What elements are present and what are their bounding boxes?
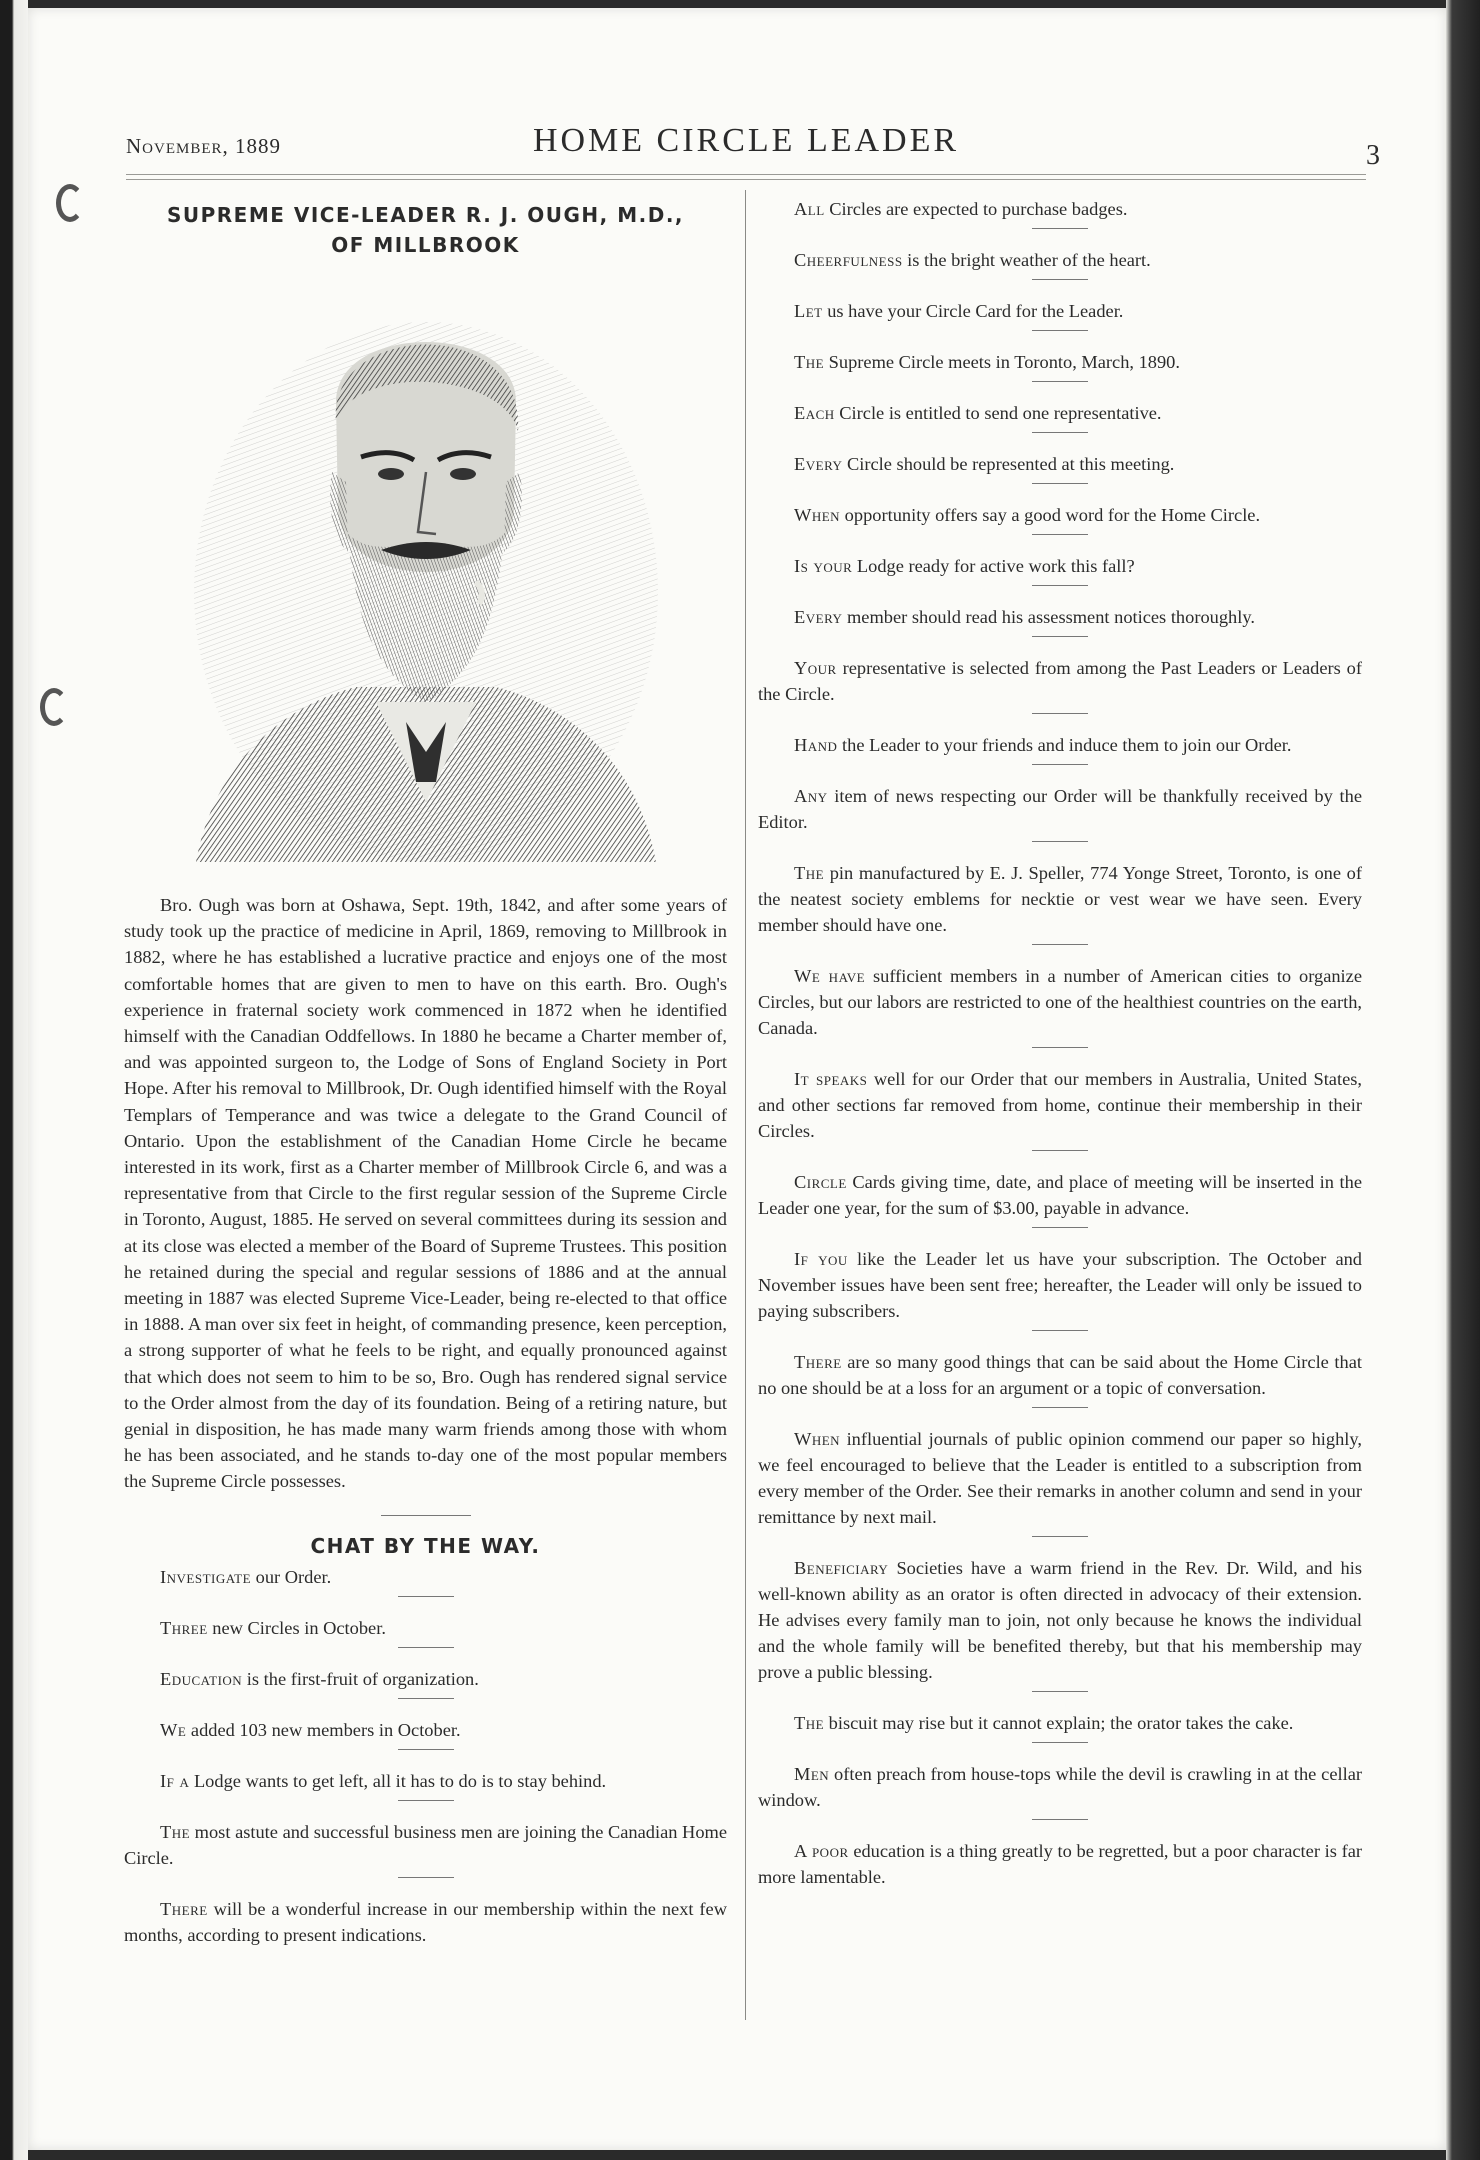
chat-item-text: Cards giving time, date, and place of meeting will be inserted in the Leader one year, for the sum of $3.00, payable in advance. bbox=[758, 1172, 1362, 1218]
item-separator bbox=[1032, 1227, 1088, 1228]
chat-item-lead: Education bbox=[160, 1668, 243, 1689]
item-separator bbox=[1032, 1742, 1088, 1743]
item-separator bbox=[1032, 636, 1088, 637]
chat-item-lead: Every bbox=[794, 454, 843, 474]
chat-item bbox=[124, 1666, 727, 1692]
item-separator bbox=[1032, 330, 1088, 331]
chat-item-text: member should read his assessment notices thoroughly. bbox=[842, 607, 1255, 627]
chat-item-lead: When bbox=[794, 505, 841, 525]
chat-item-text: Societies have a warm friend in the Rev. Dr. Wild, and his well-known ability as an orator is often directed in advocacy of their extension. He advises every family man to join, not only because he knows the individual and the whole family will be benefited thereby, but that his membership may prove a public blessing. bbox=[758, 1558, 1362, 1682]
chat-item bbox=[758, 604, 1362, 630]
page-header bbox=[126, 122, 1380, 178]
chat-item-text: Supreme Circle meets in Toronto, March, 1890. bbox=[824, 352, 1180, 372]
chat-item bbox=[758, 655, 1362, 707]
header-rule bbox=[126, 174, 1366, 175]
chat-item-lead: Your bbox=[794, 658, 837, 678]
chat-item bbox=[758, 400, 1362, 426]
chat-item-text: Lodge wants to get left, all it has to do is to stay behind. bbox=[189, 1770, 607, 1791]
chat-item bbox=[758, 1761, 1362, 1813]
chat-item bbox=[758, 1169, 1362, 1221]
scan-left-edge bbox=[0, 0, 28, 2160]
chat-item-lead: When bbox=[794, 1429, 841, 1449]
item-separator bbox=[1032, 534, 1088, 535]
chat-item-text: are so many good things that can be said about the Home Circle that no one should be at a loss for an argument or a topic of conversation. bbox=[758, 1352, 1362, 1398]
chat-item bbox=[758, 1066, 1362, 1144]
portrait-engraving bbox=[186, 282, 666, 862]
scan-right-edge bbox=[1446, 0, 1480, 2160]
chat-item-lead: Let bbox=[794, 301, 823, 321]
chat-items-right bbox=[758, 196, 1362, 1890]
chat-item-lead: We have bbox=[794, 966, 866, 986]
item-separator bbox=[1032, 381, 1088, 382]
chat-item-lead: The bbox=[794, 1713, 825, 1733]
chat-item-text: Circle should be represented at this meeting. bbox=[842, 454, 1175, 474]
item-separator bbox=[1032, 1150, 1088, 1151]
chat-item bbox=[758, 1710, 1362, 1736]
chat-item bbox=[758, 1555, 1362, 1685]
chat-item-text: Lodge ready for active work this fall? bbox=[852, 556, 1135, 576]
chat-item-lead: If a bbox=[160, 1770, 190, 1791]
chat-item-lead: Cheerfulness bbox=[794, 250, 903, 270]
chat-item bbox=[124, 1564, 727, 1590]
chat-item bbox=[124, 1896, 727, 1948]
chat-item-lead: The bbox=[794, 352, 825, 372]
header-rule bbox=[126, 179, 1366, 180]
chat-item-lead: Investigate bbox=[160, 1566, 252, 1587]
page-number: 3 bbox=[1366, 140, 1380, 171]
issue-date: November, 1889 bbox=[126, 134, 282, 158]
item-separator bbox=[1032, 713, 1088, 714]
chat-item-text: added 103 new members in October. bbox=[186, 1719, 461, 1740]
right-column bbox=[758, 196, 1362, 1890]
chat-item bbox=[758, 1246, 1362, 1324]
item-separator bbox=[1032, 1407, 1088, 1408]
item-separator bbox=[398, 1647, 454, 1648]
chat-item-lead: There bbox=[794, 1352, 842, 1372]
item-separator bbox=[1032, 1047, 1088, 1048]
chat-item bbox=[758, 963, 1362, 1041]
chat-item bbox=[758, 553, 1362, 579]
article-body: Bro. Ough was born at Oshawa, Sept. 19th, 1842, and after some years of study took up the practice of medicine in April, 1869, removing to Millbrook in 1882, where he has established a lucrative practice and enjoys one of the most comfortable homes that are given to men to have on this earth. Bro. Ough's experience in fraternal society work commenced in 1872 when he identified himself with the Canadian Oddfellows. In 1880 he became a Charter member of, and was appointed surgeon to, the Lodge of Sons of England Society in Port Hope. After his removal to Millbrook, Dr. Ough identified himself with the Royal Templars of Temperance and was twice a delegate to the Grand Council of Ontario. Upon the establishment of the Canadian Home Circle he became interested in its work, first as a Charter member of Millbrook Circle 6, and was a representative from that Circle to the first regular session of the Supreme Circle in Toronto, August, 1885. He served on several committees during its session and at its close was elected a member of the Board of Supreme Trustees. This position he retained during the special and regular sessions of 1886 and at the annual meeting in 1887 was elected Supreme Vice-Leader, being re-elected to that office in 1888. A man over six feet in height, of commanding presence, keen perception, a strong supporter of what he feels to be right, and equally pronounced against that which does not seem to him to be so, Bro. Ough has rendered signal service to the Order almost from the day of its foundation. Being of a retiring nature, but genial in disposition, he has made many warm friends among those with whom he has been associated, and he stands to-day one of the most popular members the Supreme Circle possesses. bbox=[124, 895, 727, 1492]
chat-section-title: CHAT BY THE WAY. bbox=[310, 1533, 541, 1558]
chat-item-text: biscuit may rise but it cannot explain; the orator takes the cake. bbox=[824, 1713, 1294, 1733]
item-separator bbox=[1032, 841, 1088, 842]
chat-items-left bbox=[124, 1564, 727, 1948]
chat-item-text: Circle is entitled to send one representative. bbox=[834, 403, 1162, 423]
chat-item-text: education is a thing greatly to be regretted, but a poor character is far more lamentable. bbox=[758, 1841, 1362, 1887]
chat-item bbox=[124, 1615, 727, 1641]
chat-item-text: item of news respecting our Order will be thankfully received by the Editor. bbox=[758, 786, 1362, 832]
chat-item-text: well for our Order that our members in Australia, United States, and other sections far removed from home, continue their membership in their Circles. bbox=[758, 1069, 1362, 1141]
chat-item-text: often preach from house-tops while the devil is crawling in at the cellar window. bbox=[758, 1764, 1362, 1810]
chat-item-lead: Beneficiary bbox=[794, 1558, 889, 1578]
binding-hole-icon bbox=[56, 184, 84, 222]
chat-item-lead: The bbox=[160, 1821, 191, 1842]
binding-hole-icon bbox=[40, 688, 68, 726]
chat-item-lead: Is your bbox=[794, 556, 853, 576]
chat-item-lead: It speaks bbox=[794, 1069, 868, 1089]
chat-item bbox=[758, 196, 1362, 222]
item-separator bbox=[1032, 432, 1088, 433]
chat-item-lead: Any bbox=[794, 786, 828, 806]
item-separator bbox=[1032, 764, 1088, 765]
chat-item-lead: Hand bbox=[794, 735, 838, 755]
article-title-line2: OF MILLBROOK bbox=[331, 233, 520, 257]
item-separator bbox=[1032, 1819, 1088, 1820]
item-separator bbox=[398, 1698, 454, 1699]
chat-item bbox=[124, 1819, 727, 1871]
item-separator bbox=[1032, 585, 1088, 586]
item-separator bbox=[1032, 1536, 1088, 1537]
section-divider bbox=[381, 1515, 471, 1516]
chat-item bbox=[758, 783, 1362, 835]
item-separator bbox=[1032, 279, 1088, 280]
chat-item bbox=[758, 860, 1362, 938]
item-separator bbox=[398, 1596, 454, 1597]
chat-item-text: will be a wonderful increase in our membership within the next few months, according to present indications. bbox=[124, 1898, 727, 1945]
chat-item bbox=[758, 247, 1362, 273]
chat-item-lead: A poor bbox=[794, 1841, 849, 1861]
chat-item-text: most astute and successful business men are joining the Canadian Home Circle. bbox=[124, 1821, 727, 1868]
item-separator bbox=[1032, 483, 1088, 484]
chat-item-text: is the first-fruit of organization. bbox=[242, 1668, 479, 1689]
chat-item bbox=[758, 1349, 1362, 1401]
chat-item-lead: If you bbox=[794, 1249, 848, 1269]
chat-item-text: us have your Circle Card for the Leader. bbox=[822, 301, 1124, 321]
chat-item bbox=[758, 502, 1362, 528]
chat-item-text: pin manufactured by E. J. Speller, 774 Yonge Street, Toronto, is one of the neatest society emblems for necktie or vest wear we have seen. Every member should have one. bbox=[758, 863, 1362, 935]
article-title bbox=[124, 200, 727, 260]
chat-item-text: representative is selected from among the Past Leaders or Leaders of the Circle. bbox=[758, 658, 1362, 704]
chat-item bbox=[758, 451, 1362, 477]
chat-item-lead: Circle bbox=[794, 1172, 847, 1192]
chat-item bbox=[758, 298, 1362, 324]
chat-item-lead: All bbox=[794, 199, 825, 219]
chat-item-lead: Three bbox=[160, 1617, 208, 1638]
chat-item bbox=[124, 1717, 727, 1743]
chat-item bbox=[758, 732, 1362, 758]
chat-item-text: Circles are expected to purchase badges. bbox=[824, 199, 1128, 219]
chat-item-lead: The bbox=[794, 863, 825, 883]
chat-item-lead: Every bbox=[794, 607, 843, 627]
chat-item bbox=[758, 1426, 1362, 1530]
chat-item-lead: We bbox=[160, 1719, 187, 1740]
item-separator bbox=[398, 1800, 454, 1801]
chat-item-text: like the Leader let us have your subscription. The October and November issues have been sent free; hereafter, the Leader will only be issued to paying subscribers. bbox=[758, 1249, 1362, 1321]
item-separator bbox=[398, 1749, 454, 1750]
item-separator bbox=[1032, 944, 1088, 945]
chat-item bbox=[124, 1768, 727, 1794]
chat-item-lead: Each bbox=[794, 403, 835, 423]
item-separator bbox=[398, 1877, 454, 1878]
chat-item-text: sufficient members in a number of American cities to organize Circles, but our labors are restricted to one of the healthiest countries on the earth, Canada. bbox=[758, 966, 1362, 1038]
item-separator bbox=[1032, 228, 1088, 229]
article-title-line1: SUPREME VICE-LEADER R. J. OUGH, M.D., bbox=[166, 203, 685, 227]
item-separator bbox=[1032, 1691, 1088, 1692]
column-divider bbox=[745, 190, 746, 2020]
chat-item bbox=[758, 1838, 1362, 1890]
publication-title: HOME CIRCLE LEADER bbox=[532, 122, 960, 159]
chat-item-text: is the bright weather of the heart. bbox=[902, 250, 1151, 270]
chat-item bbox=[758, 349, 1362, 375]
item-separator bbox=[1032, 1330, 1088, 1331]
left-column bbox=[124, 196, 727, 1948]
chat-item-text: new Circles in October. bbox=[207, 1617, 386, 1638]
chat-item-text: the Leader to your friends and induce them to join our Order. bbox=[837, 735, 1292, 755]
chat-item-lead: Men bbox=[794, 1764, 830, 1784]
chat-item-text: our Order. bbox=[251, 1566, 332, 1587]
chat-item-lead: There bbox=[160, 1898, 208, 1919]
chat-item-text: opportunity offers say a good word for the Home Circle. bbox=[840, 505, 1261, 525]
chat-item-text: influential journals of public opinion commend our paper so highly, we feel encouraged to believe that the Leader is entitled to a subscription from every member of the Order. See their remarks in another column and send in your remittance by next mail. bbox=[758, 1429, 1362, 1527]
